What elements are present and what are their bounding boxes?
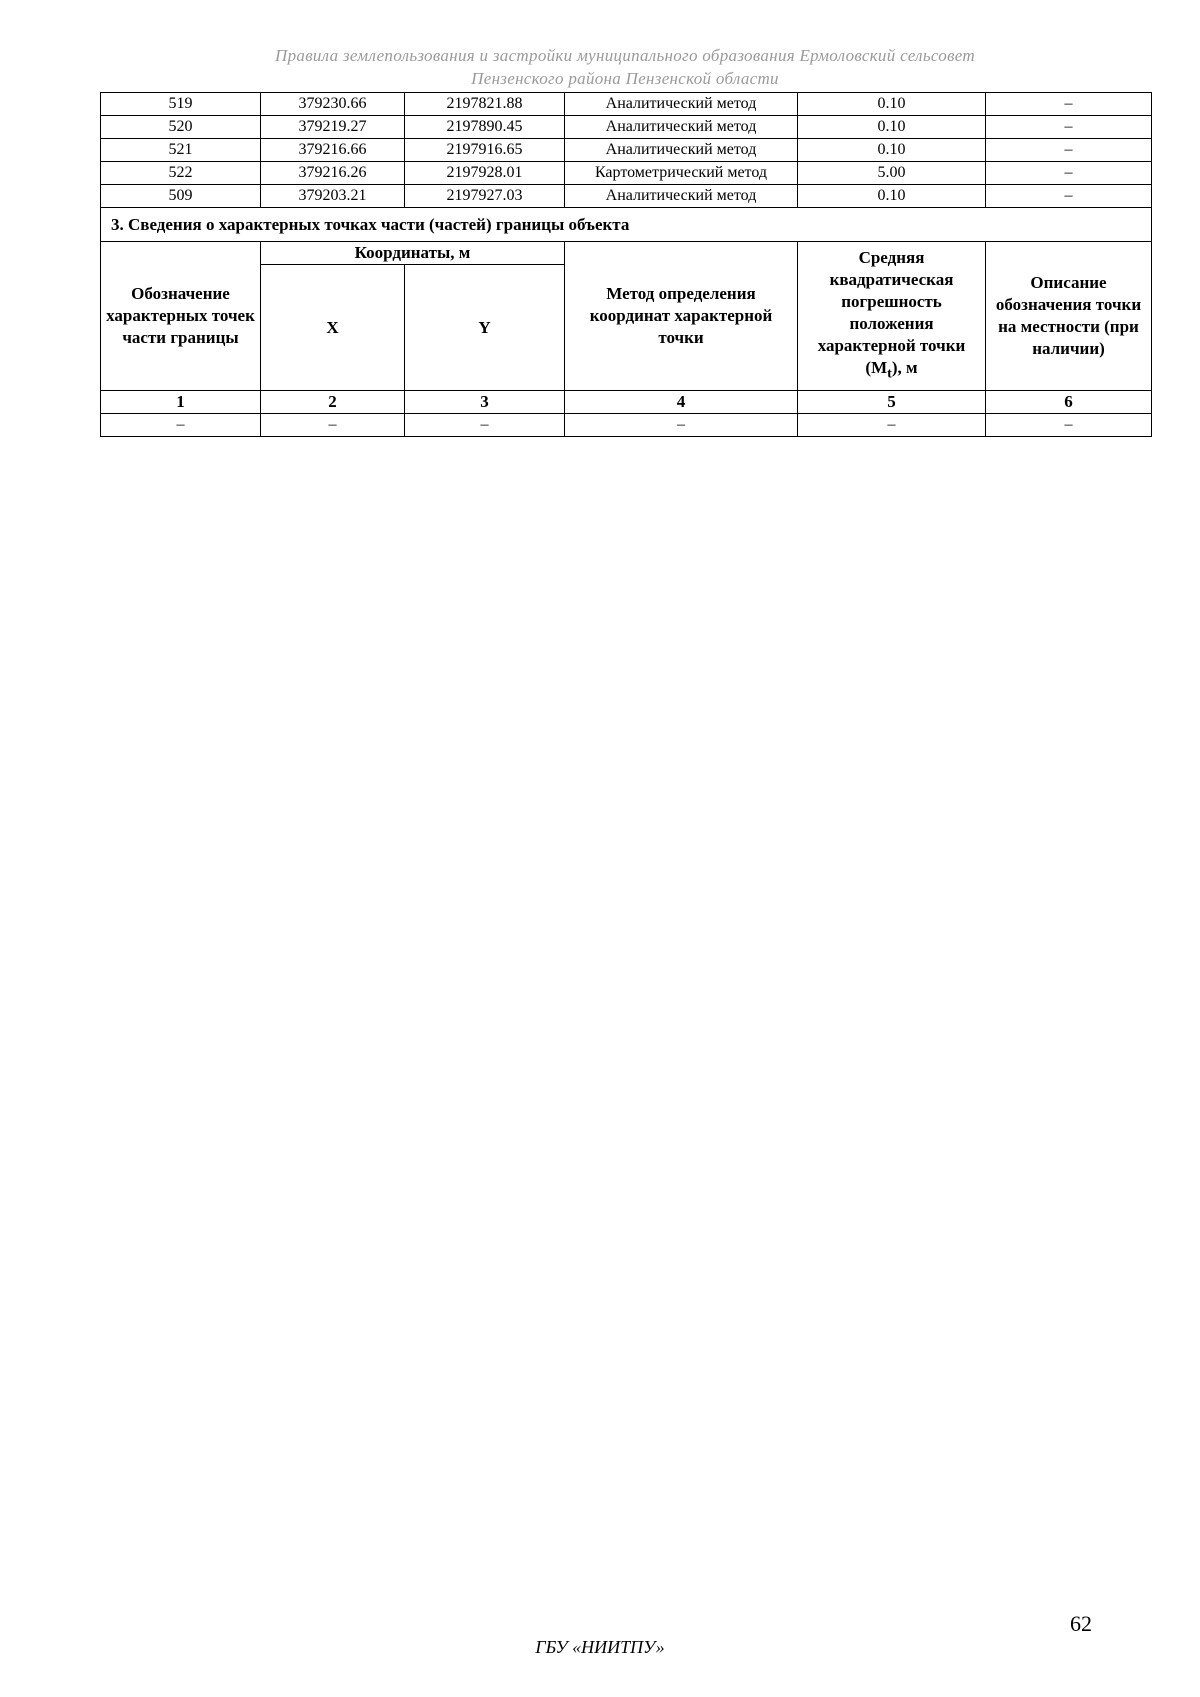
empty-cell: – bbox=[101, 414, 261, 437]
method: Аналитический метод bbox=[565, 116, 798, 139]
points-table bbox=[100, 92, 1152, 437]
section-3-title-row bbox=[101, 208, 1152, 242]
description: – bbox=[986, 116, 1152, 139]
empty-cell: – bbox=[986, 414, 1152, 437]
page-number: 62 bbox=[1070, 1611, 1092, 1636]
description: – bbox=[986, 185, 1152, 208]
description: – bbox=[986, 162, 1152, 185]
point-id: 521 bbox=[101, 139, 261, 162]
description: – bbox=[986, 139, 1152, 162]
table-row bbox=[101, 414, 1152, 437]
section-3-title: 3. Сведения о характерных точках части (частей) границы объекта bbox=[101, 208, 1152, 242]
header-error-subscript: t bbox=[887, 365, 892, 382]
empty-cell: – bbox=[798, 414, 986, 437]
coord-x: 379216.66 bbox=[261, 139, 405, 162]
empty-cell: – bbox=[405, 414, 565, 437]
column-number: 6 bbox=[986, 391, 1152, 414]
header-line-2: Пензенского района Пензенской области bbox=[471, 69, 779, 88]
column-number: 3 bbox=[405, 391, 565, 414]
column-number: 5 bbox=[798, 391, 986, 414]
point-id: 520 bbox=[101, 116, 261, 139]
page-footer: ГБУ «НИИТПУ» bbox=[535, 1637, 665, 1657]
error: 0.10 bbox=[798, 139, 986, 162]
table-row bbox=[101, 162, 1152, 185]
point-id: 509 bbox=[101, 185, 261, 208]
header-y: Y bbox=[405, 265, 565, 391]
error: 0.10 bbox=[798, 93, 986, 116]
coord-x: 379216.26 bbox=[261, 162, 405, 185]
method: Аналитический метод bbox=[565, 139, 798, 162]
method: Аналитический метод bbox=[565, 185, 798, 208]
table-row bbox=[101, 139, 1152, 162]
header-error-unit: ), м bbox=[891, 358, 918, 378]
column-number: 2 bbox=[261, 391, 405, 414]
coord-y: 2197890.45 bbox=[405, 116, 565, 139]
point-id: 522 bbox=[101, 162, 261, 185]
description: – bbox=[986, 93, 1152, 116]
header-method: Метод определения координат характерной точки bbox=[565, 242, 798, 391]
header-description: Описание обозначения точки на местности (при наличии) bbox=[986, 242, 1152, 391]
table-row bbox=[101, 116, 1152, 139]
header-coordinates: Координаты, м bbox=[261, 242, 565, 265]
table-row bbox=[101, 185, 1152, 208]
coord-y: 2197927.03 bbox=[405, 185, 565, 208]
header-error-text: Средняя квадратическая погрешность положения характерной точки (M bbox=[817, 248, 966, 378]
header-designation: Обозначение характерных точек части границы bbox=[101, 242, 261, 391]
header-x: X bbox=[261, 265, 405, 391]
empty-cell: – bbox=[261, 414, 405, 437]
method: Аналитический метод bbox=[565, 93, 798, 116]
coord-y: 2197821.88 bbox=[405, 93, 565, 116]
coord-x: 379203.21 bbox=[261, 185, 405, 208]
header-error bbox=[798, 242, 986, 391]
coord-x: 379219.27 bbox=[261, 116, 405, 139]
error: 0.10 bbox=[798, 116, 986, 139]
method: Картометрический метод bbox=[565, 162, 798, 185]
point-id: 519 bbox=[101, 93, 261, 116]
coord-y: 2197916.65 bbox=[405, 139, 565, 162]
coord-x: 379230.66 bbox=[261, 93, 405, 116]
page-header bbox=[100, 44, 1150, 90]
table-row bbox=[101, 93, 1152, 116]
error: 5.00 bbox=[798, 162, 986, 185]
coord-y: 2197928.01 bbox=[405, 162, 565, 185]
empty-cell: – bbox=[565, 414, 798, 437]
header-line-1: Правила землепользования и застройки муниципального образования Ермоловский сельсовет bbox=[275, 46, 975, 65]
column-number: 1 bbox=[101, 391, 261, 414]
error: 0.10 bbox=[798, 185, 986, 208]
column-number: 4 bbox=[565, 391, 798, 414]
header-row-top bbox=[101, 242, 1152, 265]
column-numbers-row bbox=[101, 391, 1152, 414]
